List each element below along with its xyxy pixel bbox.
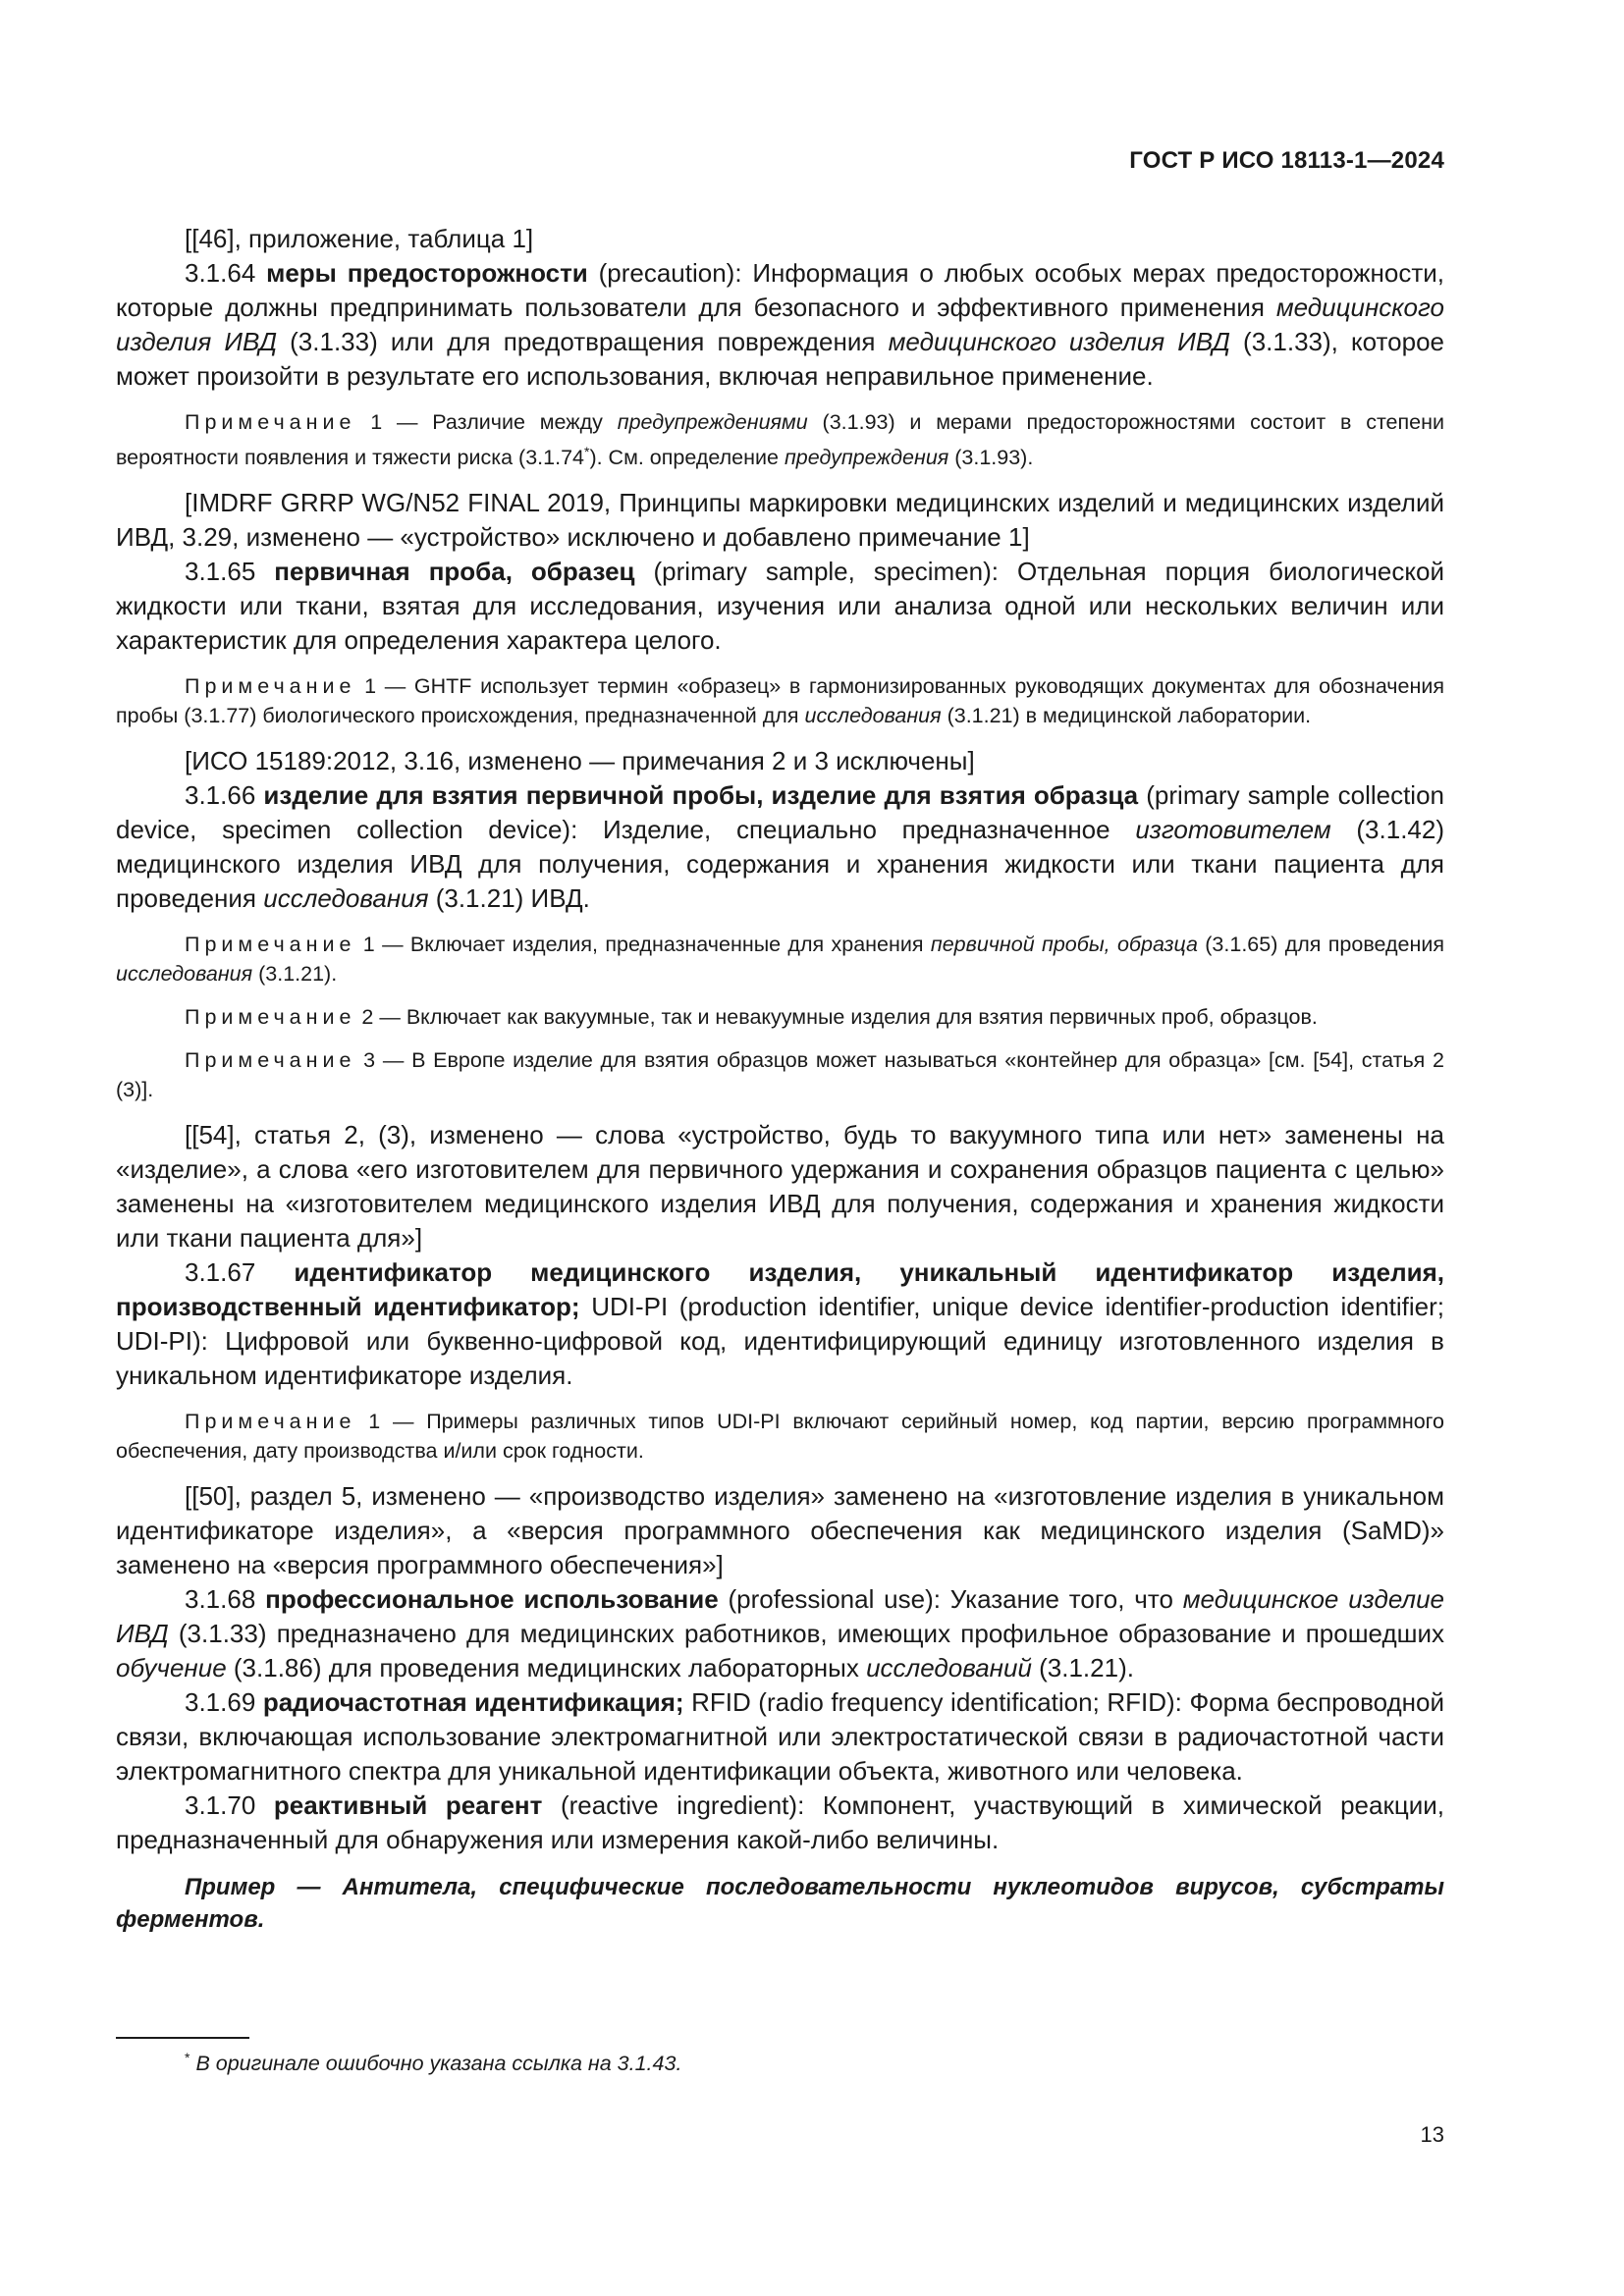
text-segment: (3.1.33) предназначено для медицинских работников, имеющих профильное образование и прошедших	[168, 1619, 1444, 1649]
text-segment: (3.1.65) для проведения	[1197, 933, 1445, 957]
term: профессиональное использование	[265, 1584, 719, 1615]
standard-header: ГОСТ Р ИСО 18113-1—2024	[1129, 147, 1444, 174]
text-segment: 3.1.65	[185, 557, 275, 587]
text-segment: (primary sample, specimen): Отдельная порция биологической жидкости или ткани, взятая для исследования, изучения или анализа одной или нескольких величин или характеристик для определения характера целого.	[116, 557, 1444, 656]
body-paragraph	[116, 1789, 1444, 1857]
text-segment: ). См. определение	[589, 446, 785, 470]
body-paragraph	[116, 1685, 1444, 1789]
text-segment: исследования	[804, 704, 942, 728]
page-number: 13	[1420, 2122, 1444, 2147]
footnote-text: В оригинале ошибочно указана ссылка на 3.1.43.	[195, 2052, 682, 2076]
body-paragraph	[116, 1479, 1444, 1582]
body-paragraph	[116, 778, 1444, 916]
text-segment: предупреждениями	[617, 410, 808, 434]
text-segment: медицинское изделие ИВД	[116, 1584, 1445, 1649]
text-segment: (3.1.21) в медицинской лаборатории.	[941, 704, 1312, 728]
text-segment: 1 — Примеры различных типов UDI-PI включают серийный номер, код партии, версию программного обеспечения, дату производства и/или срок годности.	[116, 1410, 1444, 1464]
text-segment: (3.1.21).	[252, 962, 338, 987]
body-paragraph	[116, 222, 1444, 256]
footnote-divider	[116, 2037, 249, 2039]
body-paragraph	[116, 1118, 1444, 1255]
note-paragraph	[116, 671, 1444, 730]
text-segment: 1 — GHTF использует термин «образец» в гармонизированных руководящих документах для обозначения пробы (3.1.77) биологического происхождения, предназначенной для	[116, 674, 1444, 728]
note-paragraph	[116, 1002, 1444, 1032]
text-segment: UDI-PI (production identifier, unique device identifier-production identifier; UDI-PI): Цифровой или буквенно-цифровой код, идентифицирующий единицу изготовленного изделия в уникальном идентификаторе изделия.	[116, 1292, 1444, 1391]
text-segment: 2 — Включает как вакуумные, так и невакуумные изделия для взятия первичных проб, образцов.	[355, 1005, 1318, 1030]
text-segment: 3.1.68	[185, 1584, 266, 1615]
text-segment: (3.1.21) ИВД.	[428, 883, 590, 914]
note-label: Примечание	[185, 1048, 356, 1073]
body-paragraph	[116, 744, 1444, 778]
term: реактивный реагент	[273, 1790, 543, 1821]
text-segment: (precaution): Информация о любых особых мерах предосторожности, которые должны предпринимать пользователи для безопасного и эффективного применения	[116, 258, 1444, 322]
body-paragraph	[116, 486, 1444, 555]
body-paragraph	[116, 256, 1444, 394]
note-paragraph	[116, 1407, 1444, 1466]
note-label: Примечание	[185, 1005, 356, 1030]
body-paragraph	[116, 1255, 1444, 1393]
text-segment: (reactive ingredient): Компонент, участвующий в химической реакции, предназначенный для обнаружения или измерения какой-либо величины.	[116, 1790, 1444, 1855]
text-segment: 3.1.69	[185, 1687, 263, 1718]
text-segment: (professional use): Указание того, что	[718, 1584, 1183, 1615]
example-paragraph	[116, 1871, 1444, 1936]
text-segment: RFID (radio frequency identification; RFID): Форма беспроводной связи, включающая использование электромагнитной или электростатической связи в радиочастотной части электромагнитного спектра для уникальной идентификации объекта, животного или человека.	[116, 1687, 1444, 1787]
note-label: Примечание	[185, 674, 356, 699]
text-segment: исследования	[116, 962, 253, 987]
note-label: Примечание	[185, 933, 356, 957]
text-segment: обучение	[116, 1653, 227, 1683]
text-segment: 3 — В Европе изделие для взятия образцов может называться «контейнер для образца» [см. [54], статья 2 (3)].	[116, 1048, 1444, 1102]
text-segment: 3.1.67	[185, 1257, 295, 1288]
text-segment: предупреждения	[784, 446, 949, 470]
footnote-mark: *	[185, 2050, 190, 2065]
text-segment: [[46], приложение, таблица 1]	[185, 224, 534, 253]
text-segment: (3.1.21).	[1031, 1653, 1134, 1683]
text-segment: 1 — Различие между	[355, 410, 618, 434]
note-paragraph	[116, 407, 1444, 472]
term: идентификатор медицинского изделия, уникальный идентификатор изделия, производственный идентификатор;	[116, 1257, 1444, 1322]
text-segment: 3.1.66	[185, 780, 264, 811]
note-paragraph	[116, 930, 1444, 988]
text-segment: (3.1.42) медицинского изделия ИВД для получения, содержания и хранения жидкости или ткани пациента для проведения	[116, 815, 1445, 914]
text-segment: первичной пробы, образца	[930, 933, 1198, 957]
note-label: Примечание	[185, 410, 356, 434]
text-segment: [[50], раздел 5, изменено — «производство изделия» заменено на «изготовление изделия в уникальном идентификаторе изделия», а «версия программного обеспечения как медицинского изделия (SaMD)» заменено на «версия программного обеспечения»]	[116, 1481, 1444, 1580]
text-segment: (3.1.33), которое может произойти в результате его использования, включая неправильное применение.	[116, 327, 1444, 391]
text-segment: медицинского изделия ИВД	[888, 327, 1230, 356]
text-segment: 1 — Включает изделия, предназначенные для хранения	[355, 933, 931, 957]
note-paragraph	[116, 1045, 1444, 1104]
text-segment: [[54], статья 2, (3), изменено — слова «устройство, будь то вакуумного типа или нет» заменены на «изделие», а слова «его изготовителем для первичного удержания и сохранения образцов пациента с целью» заменены на «изготовителем медицинского изделия ИВД для получения, содержания и хранения жидкости или ткани пациента для»]	[116, 1120, 1444, 1254]
document-body	[116, 222, 1444, 1936]
footnote	[185, 2050, 681, 2076]
text-segment: медицинского изделия ИВД	[116, 293, 1444, 356]
note-label: Примечание	[185, 1410, 356, 1434]
term: радиочастотная идентификация;	[262, 1687, 684, 1718]
body-paragraph	[116, 555, 1444, 658]
text-segment: 3.1.70	[185, 1790, 274, 1821]
term: изделие для взятия первичной пробы, изделие для взятия образца	[263, 780, 1139, 811]
text-segment: (primary sample collection device, specimen collection device): Изделие, специально предназначенное	[116, 780, 1445, 845]
text-segment: *	[583, 444, 590, 459]
text-segment: [ИСО 15189:2012, 3.16, изменено — примечания 2 и 3 исключены]	[185, 746, 975, 776]
text-segment: [IMDRF GRRP WG/N52 FINAL 2019, Принципы маркировки медицинских изделий и медицинских изделий ИВД, 3.29, изменено — «устройство» исключено и добавлено примечание 1]	[116, 488, 1444, 553]
text-segment: 3.1.64	[185, 258, 267, 288]
text-segment: исследования	[263, 883, 429, 914]
term: первичная проба, образец	[274, 557, 635, 587]
text-segment: Пример — Антитела, специфические последовательности нуклеотидов вирусов, субстраты ферментов.	[116, 1874, 1444, 1934]
text-segment: (3.1.93) и мерами предосторожностями состоит в степени вероятности появления и тяжести риска (3.1.74	[116, 410, 1444, 470]
text-segment: (3.1.33) или для предотвращения повреждения	[277, 327, 889, 356]
text-segment: исследований	[866, 1653, 1032, 1683]
text-segment: (3.1.86) для проведения медицинских лабораторных	[226, 1653, 867, 1683]
text-segment: (3.1.93).	[948, 446, 1034, 470]
body-paragraph	[116, 1582, 1444, 1685]
term: меры предосторожности	[266, 258, 588, 288]
text-segment: изготовителем	[1135, 815, 1331, 845]
